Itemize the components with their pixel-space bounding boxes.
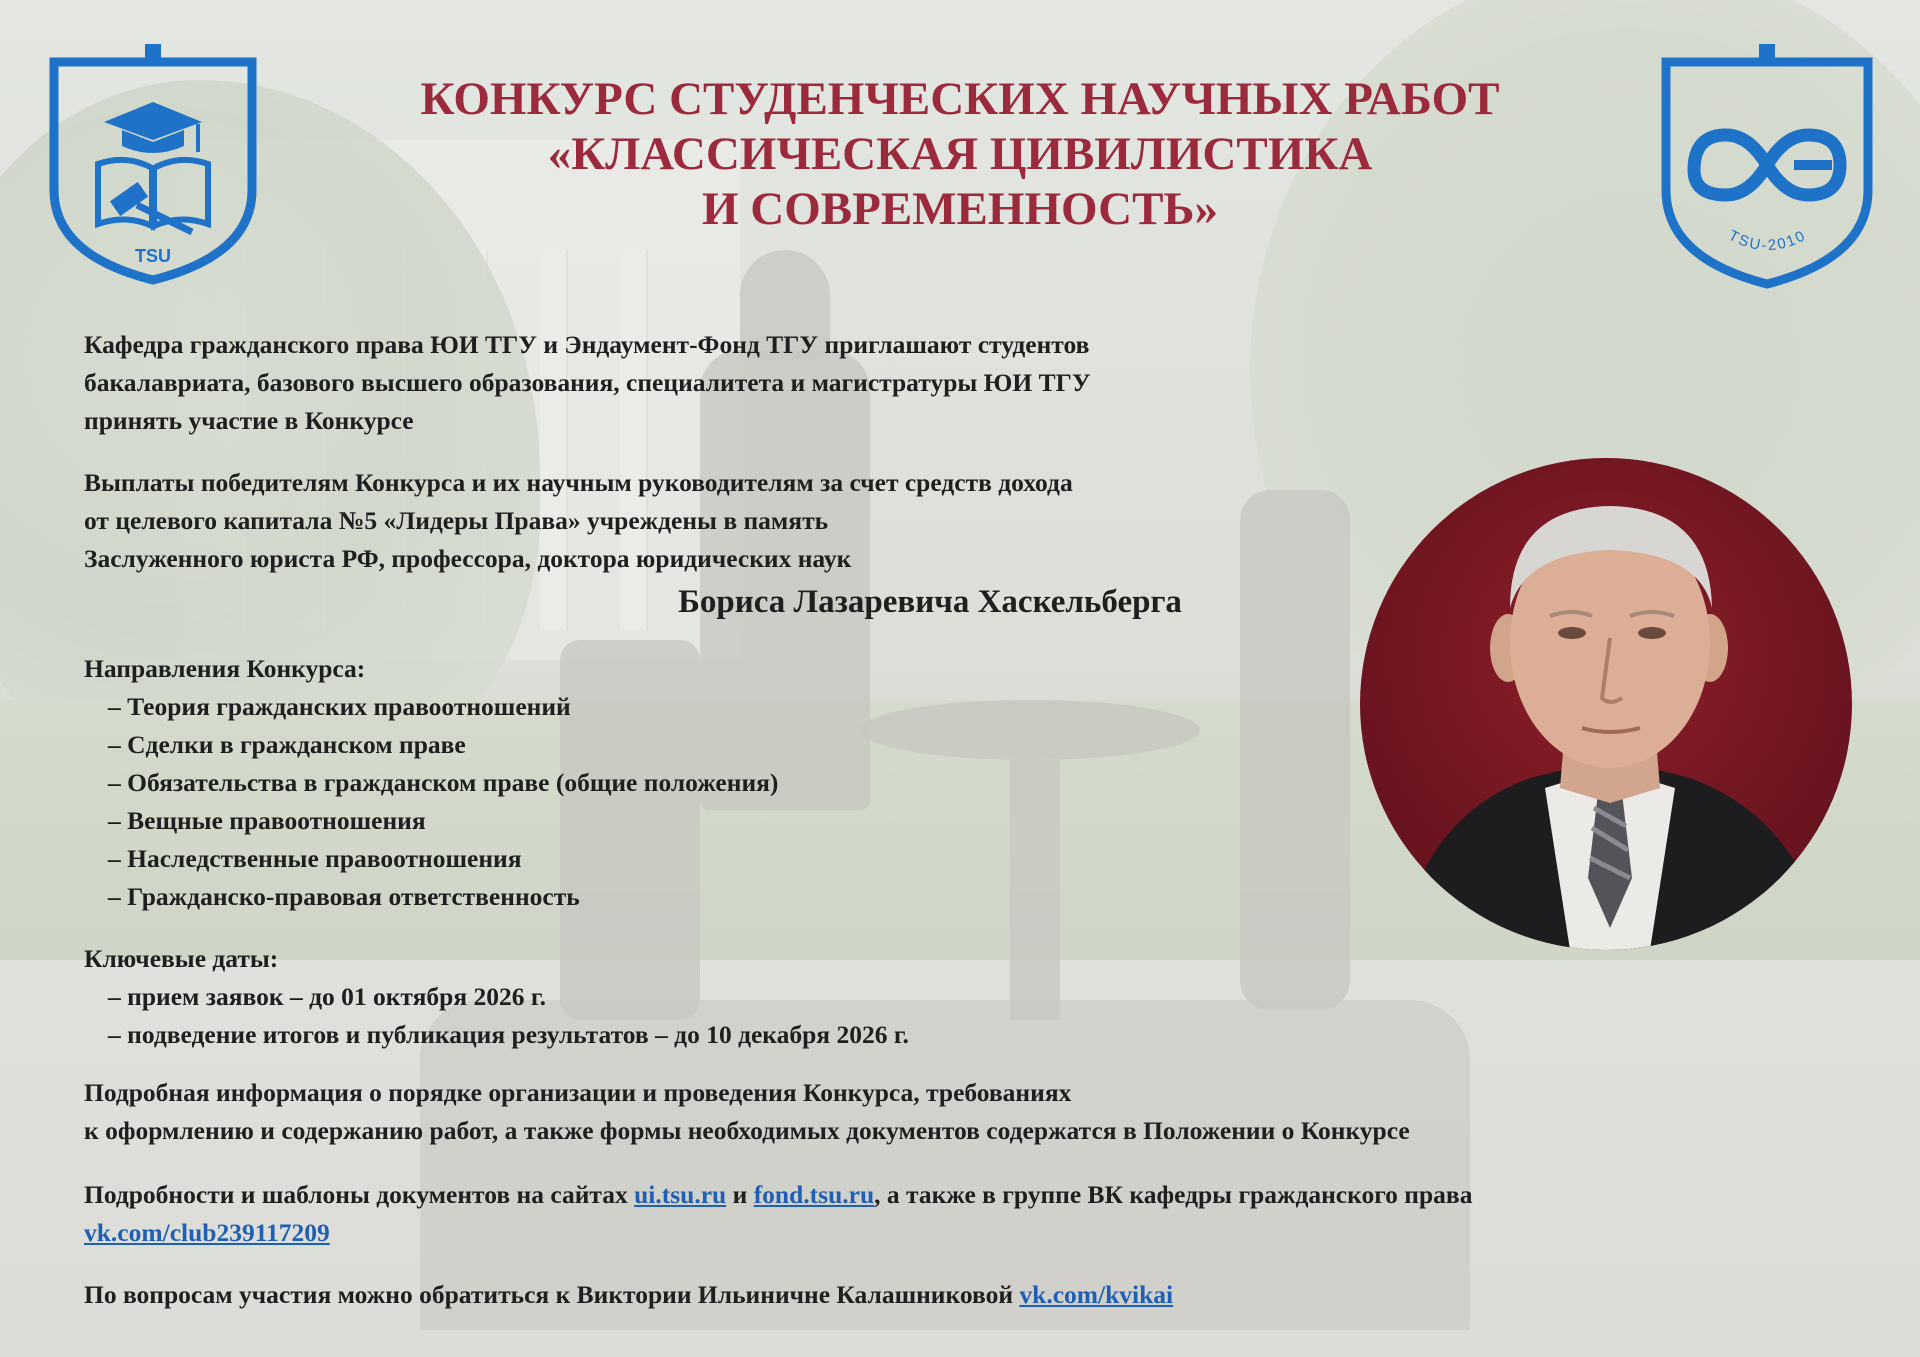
honoree-portrait <box>1360 458 1852 950</box>
direction-item: – Обязательства в гражданском праве (общие положения) <box>108 768 779 797</box>
sites-prefix: Подробности и шаблоны документов на сайтах <box>84 1180 635 1209</box>
payments-line: Заслуженного юриста РФ, профессора, доктора юридических наук <box>84 544 852 573</box>
intro-line: бакалавриата, базового высшего образования, специалитета и магистратуры ЮИ ТГУ <box>84 368 1091 397</box>
date-item: – подведение итогов и публикация результатов – до 10 декабря 2026 г. <box>108 1020 909 1049</box>
fond-tsu-link[interactable]: fond.tsu.ru <box>753 1180 875 1209</box>
details-line: к оформлению и содержанию работ, а также формы необходимых документов содержатся в Положении о Конкурсе <box>84 1116 1410 1145</box>
intro-line: принять участие в Конкурсе <box>84 406 414 435</box>
direction-item: – Гражданско-правовая ответственность <box>108 882 580 911</box>
contact-paragraph <box>84 1276 1173 1314</box>
tsu-endowment-fund-logo <box>1654 40 1880 290</box>
payments-line: Выплаты победителям Конкурса и их научным руководителям за счет средств дохода <box>84 468 1073 497</box>
payments-paragraph <box>84 464 1073 578</box>
direction-item: – Вещные правоотношения <box>108 806 426 835</box>
intro-line: Кафедра гражданского права ЮИ ТГУ и Эндаумент-Фонд ТГУ приглашают студентов <box>84 330 1090 359</box>
intro-paragraph <box>84 326 1091 440</box>
payments-line: от целевого капитала №5 «Лидеры Права» учреждены в память <box>84 506 829 535</box>
key-dates-section <box>84 940 909 1054</box>
directions-heading: Направления Конкурса: <box>84 654 366 683</box>
vk-kvikai-link[interactable]: vk.com/kvikai <box>1019 1280 1174 1309</box>
ui-tsu-link[interactable]: ui.tsu.ru <box>634 1180 727 1209</box>
contact-prefix: По вопросам участия можно обратиться к Виктории Ильиничне Калашниковой <box>84 1280 1020 1309</box>
details-paragraph <box>84 1074 1410 1150</box>
sites-paragraph <box>84 1176 1472 1252</box>
direction-item: – Теория гражданских правоотношений <box>108 692 571 721</box>
tsu-logo-text: TSU <box>135 246 171 266</box>
title-line-1: КОНКУРС СТУДЕНЧЕСКИХ НАУЧНЫХ РАБОТ <box>420 73 1500 125</box>
title-line-2: «КЛАССИЧЕСКАЯ ЦИВИЛИСТИКА <box>547 128 1373 180</box>
tsu-2010-logo-text: TSU-2010 <box>1725 226 1810 255</box>
contest-title <box>260 72 1660 237</box>
directions-section <box>84 650 778 916</box>
tsu-law-institute-logo <box>42 40 264 286</box>
vk-club-link[interactable]: vk.com/club239117209 <box>84 1218 330 1247</box>
direction-item: – Наследственные правоотношения <box>108 844 522 873</box>
date-item: – прием заявок – до 01 октября 2026 г. <box>108 982 546 1011</box>
dates-heading: Ключевые даты: <box>84 944 279 973</box>
direction-item: – Сделки в гражданском праве <box>108 730 466 759</box>
title-line-3: И СОВРЕМЕННОСТЬ» <box>701 183 1219 235</box>
details-line: Подробная информация о порядке организации и проведения Конкурса, требованиях <box>84 1078 1072 1107</box>
sites-suffix: , а также в группе ВК кафедры гражданского права <box>874 1180 1473 1209</box>
honoree-name: Бориса Лазаревича Хаскельберга <box>678 584 1182 620</box>
sites-line <box>84 1176 1472 1214</box>
sites-between: и <box>726 1180 754 1209</box>
